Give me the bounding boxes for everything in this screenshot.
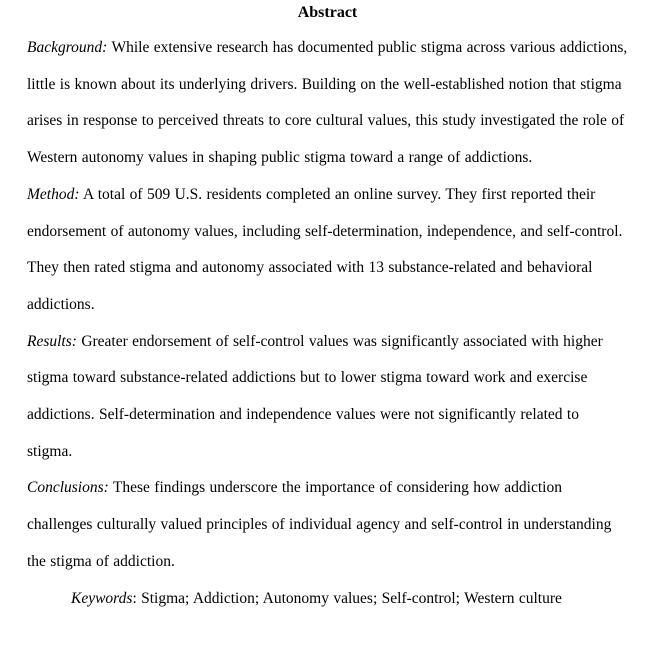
- paragraph-conclusions: [27, 470, 628, 580]
- conclusions-label: Conclusions:: [27, 479, 109, 497]
- keywords-label: Keywords: [71, 589, 133, 607]
- results-label: Results:: [27, 332, 77, 350]
- abstract-title: Abstract: [297, 4, 358, 21]
- paragraph-results: [27, 324, 628, 471]
- conclusions-text: These findings underscore the importance of considering how addiction challenges culturally valued principles of individual agency and self-control in understanding the stigma of addiction.: [27, 479, 612, 570]
- paragraph-method: [27, 177, 628, 324]
- method-text: A total of 509 U.S. residents completed an online survey. They first reported their endorsement of autonomy values, including self-determination, independence, and self-control. They then rated stigma and autonomy associated with 13 substance-related and behavioral addictions.: [27, 185, 623, 313]
- results-text: Greater endorsement of self-control values was significantly associated with higher stigma toward substance-related addictions but to lower stigma toward work and exercise addictions. Self-determination and independence values were not significantly related to stigma.: [27, 332, 603, 460]
- keywords-line: [27, 581, 628, 618]
- method-label: Method:: [27, 185, 80, 203]
- paragraph-background: [27, 30, 628, 177]
- keywords-text: : Stigma; Addiction; Autonomy values; Self-control; Western culture: [132, 589, 562, 607]
- background-label: Background:: [27, 39, 108, 56]
- background-text: While extensive research has documented public stigma across various addictions, little is known about its underlying drivers. Building on the well-established notion that stigma arises in response to perceived threats to core cultural values, this study investigated the role of Western autonomy values in shaping public stigma toward a range of addictions.: [27, 39, 628, 167]
